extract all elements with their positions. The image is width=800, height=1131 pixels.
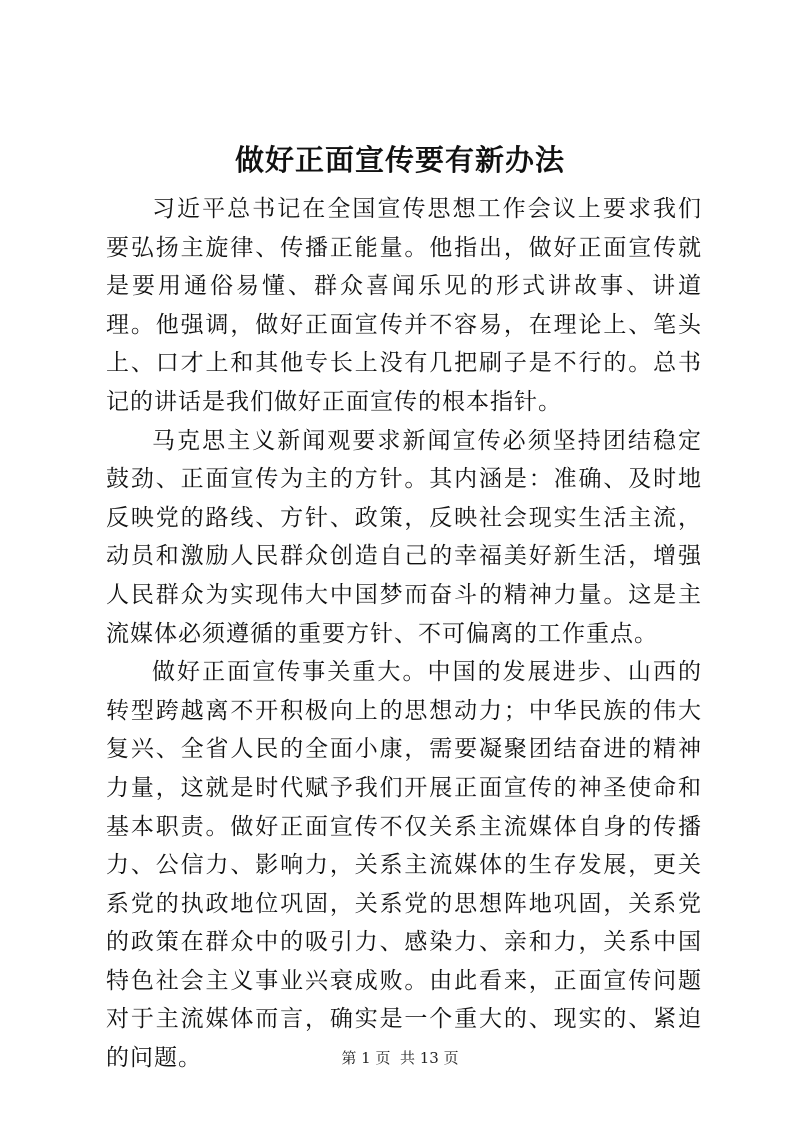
page-footer [0, 1048, 800, 1068]
page-number-label: 第 1 页 共 13 页 [341, 1049, 459, 1067]
paragraph-2: 马克思主义新闻观要求新闻宣传必须坚持团结稳定鼓劲、正面宣传为主的方针。其内涵是：准确、及时地反映党的路线、方针、政策，反映社会现实生活主流，动员和激励人民群众创造自己的幸福美好新生活，增强人民群众为实现伟大中国梦而奋斗的精神力量。这是主流媒体必须遵循的重要方针、不可偏离的工作重点。 [106, 427, 702, 647]
document-title: 做好正面宣传要有新办法 [234, 143, 565, 177]
document-body [106, 190, 702, 1078]
paragraph-1: 习近平总书记在全国宣传思想工作会议上要求我们要弘扬主旋律、传播正能量。他指出，做好正面宣传就是要用通俗易懂、群众喜闻乐见的形式讲故事、讲道理。他强调，做好正面宣传并不容易，在理论上、笔头上、口才上和其他专长上没有几把刷子是不行的。总书记的讲话是我们做好正面宣传的根本指针。 [106, 196, 702, 415]
paragraph-3: 做好正面宣传事关重大。中国的发展进步、山西的转型跨越离不开积极向上的思想动力；中华民族的伟大复兴、全省人民的全面小康，需要凝聚团结奋进的精神力量，这就是时代赋予我们开展正面宣传的神圣使命和基本职责。做好正面宣传不仅关系主流媒体自身的传播力、公信力、影响力，关系主流媒体的生存发展，更关系党的执政地位巩固，关系党的思想阵地巩固，关系党的政策在群众中的吸引力、感染力、亲和力，关系中国特色社会主义事业兴衰成败。由此看来，正面宣传问题对于主流媒体而言，确实是一个重大的、现实的、紧迫的问题。 [106, 659, 702, 1072]
